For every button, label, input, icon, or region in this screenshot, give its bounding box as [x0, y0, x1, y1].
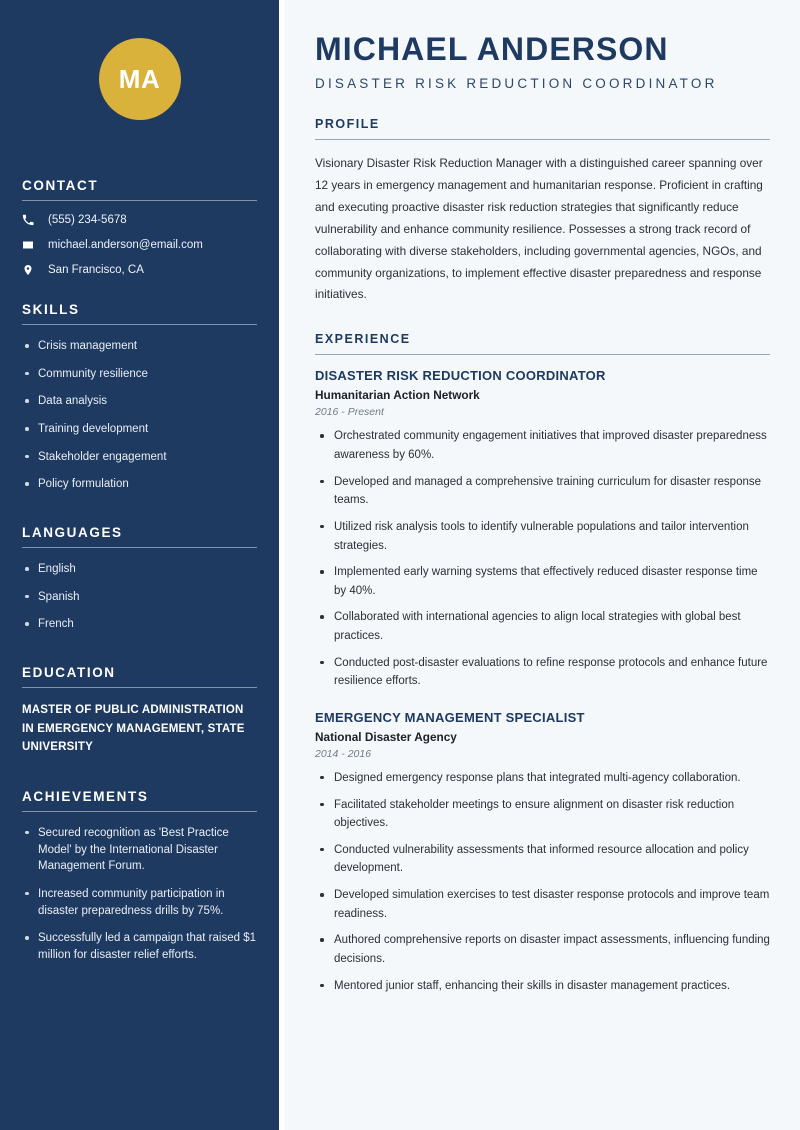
contact-phone-value: (555) 234-5678: [48, 214, 127, 226]
experience-job-title: DISASTER RISK REDUCTION COORDINATOR: [315, 368, 606, 384]
languages-list: [22, 561, 257, 633]
main-content: [279, 0, 800, 1130]
email-icon: [22, 239, 42, 251]
profile-divider: [315, 139, 770, 140]
experience-bullet-list: [315, 427, 770, 691]
list-item: Implemented early warning systems that effectively reduced disaster response time by 40%.: [315, 563, 770, 600]
avatar-container: [22, 38, 257, 120]
contact-section: [22, 178, 257, 276]
profile-text: Visionary Disaster Risk Reduction Manager with a distinguished career spanning over 12 years in emergency management and humanitarian response. Proficient in crafting and executing proactive disaster risk reduction strategies that significantly reduce vulnerability and enhance community resilience. Possesses a strong track record of collaborating with diverse stakeholders, including governmental agencies, NGOs, and community organizations, to implement effective disaster preparedness and response initiatives.: [315, 155, 763, 302]
list-item: Increased community participation in disaster preparedness drills by 75%.: [22, 886, 257, 919]
list-item: Collaborated with international agencies to align local strategies with global best practices.: [315, 608, 770, 645]
professional-title: DISASTER RISK REDUCTION COORDINATOR: [315, 75, 718, 91]
location-pin-icon: [22, 264, 42, 276]
skills-list: [22, 338, 257, 493]
list-item: Crisis management: [22, 338, 257, 355]
experience-heading: EXPERIENCE: [315, 332, 411, 347]
experience-job-title: EMERGENCY MANAGEMENT SPECIALIST: [315, 709, 585, 725]
resume-header: [315, 32, 770, 91]
contact-heading: CONTACT: [22, 178, 99, 193]
education-degree: MASTER OF PUBLIC ADMINISTRATION IN EMERGENCY MANAGEMENT, STATE UNIVERSITY: [22, 704, 245, 754]
phone-icon: [22, 214, 42, 226]
list-item: Data analysis: [22, 393, 257, 410]
skills-section: [22, 302, 257, 493]
list-item: Stakeholder engagement: [22, 449, 257, 466]
list-item: Secured recognition as 'Best Practice Model' by the International Disaster Management Forum.: [22, 825, 257, 875]
skills-divider: [22, 324, 257, 325]
list-item: Utilized risk analysis tools to identify vulnerable populations and tailor intervention strategies.: [315, 518, 770, 555]
experience-section: [315, 332, 770, 995]
list-item: Conducted post-disaster evaluations to refine response protocols and enhance future resilience efforts.: [315, 654, 770, 691]
experience-entry: [315, 368, 770, 691]
contact-phone-row: [22, 214, 257, 226]
contact-email-row: [22, 239, 257, 251]
experience-dates: 2016 - Present: [315, 406, 384, 419]
list-item: Community resilience: [22, 366, 257, 383]
skills-heading: SKILLS: [22, 302, 80, 317]
list-item: French: [22, 616, 257, 633]
contact-location-row: [22, 264, 257, 276]
contact-divider: [22, 200, 257, 201]
achievements-section: [22, 789, 257, 964]
languages-heading: LANGUAGES: [22, 525, 123, 541]
list-item: Successfully led a campaign that raised $1 million for disaster relief efforts.: [22, 930, 257, 963]
education-section: [22, 665, 257, 757]
list-item: Mentored junior staff, enhancing their skills in disaster management practices.: [315, 977, 770, 996]
experience-company: National Disaster Agency: [315, 729, 457, 744]
profile-section: [315, 117, 770, 307]
contact-email-value: michael.anderson@email.com: [48, 239, 203, 251]
contact-location-value: San Francisco, CA: [48, 264, 144, 276]
languages-divider: [22, 547, 257, 548]
profile-heading: PROFILE: [315, 116, 380, 131]
achievements-divider: [22, 811, 257, 812]
list-item: Conducted vulnerability assessments that informed resource allocation and policy development.: [315, 841, 770, 878]
list-item: Designed emergency response plans that integrated multi-agency collaboration.: [315, 769, 770, 788]
achievements-list: [22, 825, 257, 964]
list-item: Spanish: [22, 589, 257, 606]
experience-entry: [315, 710, 770, 995]
list-item: Facilitated stakeholder meetings to ensure alignment on disaster risk reduction objectives.: [315, 796, 770, 833]
list-item: Authored comprehensive reports on disaster impact assessments, influencing funding decisions.: [315, 931, 770, 968]
list-item: Developed simulation exercises to test disaster response protocols and improve team readiness.: [315, 886, 770, 923]
sidebar: [0, 0, 279, 1130]
list-item: Developed and managed a comprehensive training curriculum for disaster response teams.: [315, 473, 770, 510]
list-item: Training development: [22, 421, 257, 438]
achievements-heading: ACHIEVEMENTS: [22, 788, 149, 804]
list-item: Orchestrated community engagement initiatives that improved disaster preparedness awareness by 60%.: [315, 427, 770, 464]
list-item: English: [22, 561, 257, 578]
list-item: Policy formulation: [22, 476, 257, 493]
experience-company: Humanitarian Action Network: [315, 388, 480, 403]
education-heading: EDUCATION: [22, 665, 116, 681]
page-title: MICHAEL ANDERSON: [315, 31, 669, 67]
experience-dates: 2014 - 2016: [315, 747, 372, 760]
languages-section: [22, 525, 257, 633]
experience-bullet-list: [315, 769, 770, 995]
avatar-initials: MA: [99, 38, 181, 120]
experience-divider: [315, 354, 770, 355]
education-divider: [22, 687, 257, 688]
